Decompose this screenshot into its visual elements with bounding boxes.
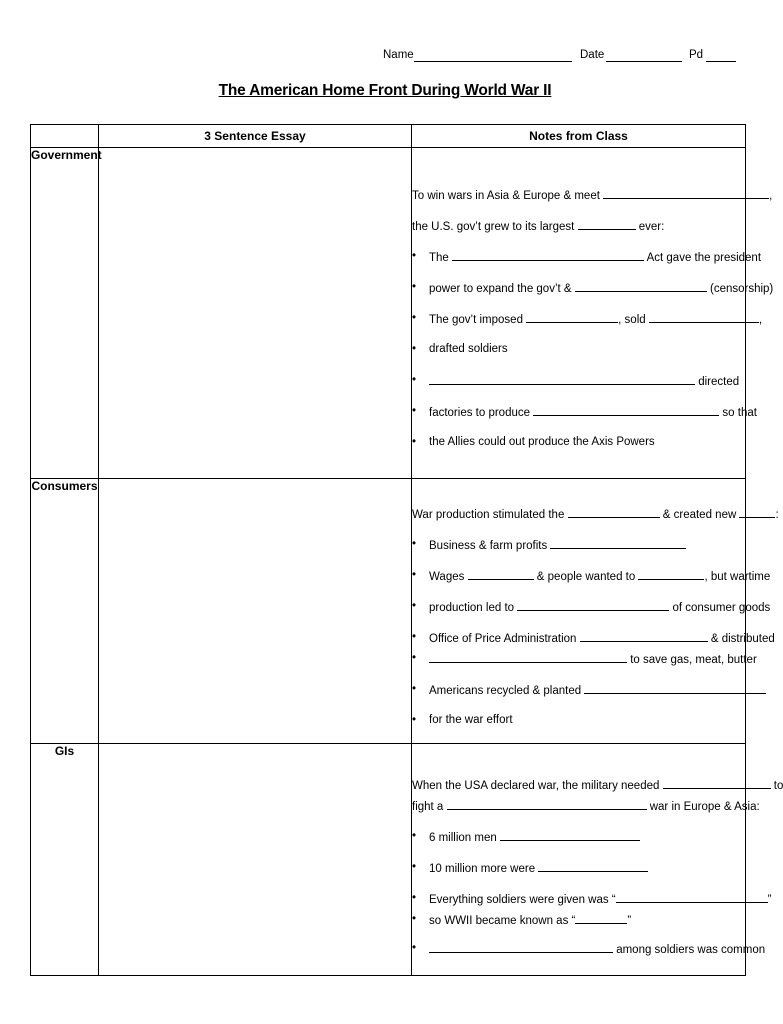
fill-blank[interactable] <box>468 567 534 580</box>
gis-notes-cell <box>412 744 783 976</box>
bullet-item-continued: • so WWII became known as “ ” <box>412 911 745 940</box>
bullet-item: • Business & farm profits <box>412 536 745 567</box>
fill-blank[interactable] <box>649 310 759 323</box>
notes-line: War production stimulated the & created new : <box>412 505 745 536</box>
fill-blank[interactable] <box>429 372 695 385</box>
gis-label: GIs <box>31 744 99 976</box>
bullet-item: • factories to produce so that <box>412 403 745 434</box>
fill-blank[interactable] <box>568 505 660 518</box>
pd-label: Pd <box>689 49 704 61</box>
header-blank-cell <box>31 125 99 148</box>
date-label: Date <box>580 49 605 61</box>
government-label: Government <box>31 148 99 479</box>
fill-blank[interactable] <box>447 797 647 810</box>
notes-column-header: Notes from Class <box>412 125 746 148</box>
government-row <box>31 148 746 479</box>
bullet-item: • the Allies could out produce the Axis Powers <box>412 434 745 465</box>
fill-blank[interactable] <box>429 650 627 663</box>
consumers-notes-cell <box>412 479 779 744</box>
bullet-item: • for the war effort <box>412 712 745 743</box>
bullet-item: • Office of Price Administration & distributed <box>412 629 745 650</box>
name-label: Name <box>383 49 414 61</box>
fill-blank[interactable] <box>580 629 708 642</box>
fill-blank[interactable] <box>500 828 640 841</box>
fill-blank[interactable] <box>575 279 707 292</box>
fill-blank[interactable] <box>533 403 719 416</box>
bullet-item: • The Act gave the president <box>412 248 745 279</box>
fill-blank[interactable] <box>517 598 669 611</box>
page-title: The American Home Front During World War II <box>218 82 552 99</box>
consumers-row <box>31 479 746 744</box>
bullet-item: • drafted soldiers <box>412 341 745 372</box>
notes-line: the U.S. gov’t grew to its largest ever: <box>412 217 745 248</box>
fill-blank[interactable] <box>538 859 648 872</box>
bullet-item-continued: • to save gas, meat, butter <box>412 650 745 681</box>
fill-blank[interactable] <box>550 536 686 549</box>
fill-blank[interactable] <box>429 940 613 953</box>
fill-blank[interactable] <box>575 911 627 924</box>
notes-line: To win wars in Asia & Europe & meet , <box>412 186 745 217</box>
bullet-item: • power to expand the gov’t & (censorship) <box>412 279 745 310</box>
bullet-item: • 10 million more were <box>412 859 745 890</box>
table-header-row <box>31 125 746 148</box>
fill-blank[interactable] <box>584 681 766 694</box>
bullet-item: • Wages & people wanted to , but wartime <box>412 567 745 598</box>
bullet-item: • Americans recycled & planted <box>412 681 745 712</box>
bullet-item: • directed <box>412 372 745 403</box>
gis-essay-cell[interactable] <box>99 744 412 976</box>
fill-blank[interactable] <box>526 310 618 323</box>
fill-blank[interactable] <box>452 248 644 261</box>
gis-row <box>31 744 746 976</box>
header-fields <box>0 49 770 65</box>
bullet-item: • production led to of consumer goods <box>412 598 745 629</box>
fill-blank[interactable] <box>739 505 775 518</box>
consumers-essay-cell[interactable] <box>99 479 412 744</box>
bullet-item: • among soldiers was common <box>412 940 745 971</box>
fill-blank[interactable] <box>616 890 768 903</box>
worksheet-table <box>30 124 783 976</box>
fill-blank[interactable] <box>578 217 636 230</box>
fill-blank[interactable] <box>638 567 704 580</box>
essay-column-header: 3 Sentence Essay <box>99 125 412 148</box>
notes-line: fight a war in Europe & Asia: <box>412 797 745 828</box>
fill-blank[interactable] <box>663 776 771 789</box>
government-essay-cell[interactable] <box>99 148 412 479</box>
bullet-item: • The gov’t imposed , sold , <box>412 310 745 341</box>
government-notes-cell <box>412 148 774 479</box>
consumers-label: Consumers <box>31 479 99 744</box>
bullet-item: • 6 million men <box>412 828 745 859</box>
fill-blank[interactable] <box>603 186 769 199</box>
notes-line: When the USA declared war, the military needed to <box>412 776 745 797</box>
bullet-item: • Everything soldiers were given was “ ” <box>412 890 745 911</box>
